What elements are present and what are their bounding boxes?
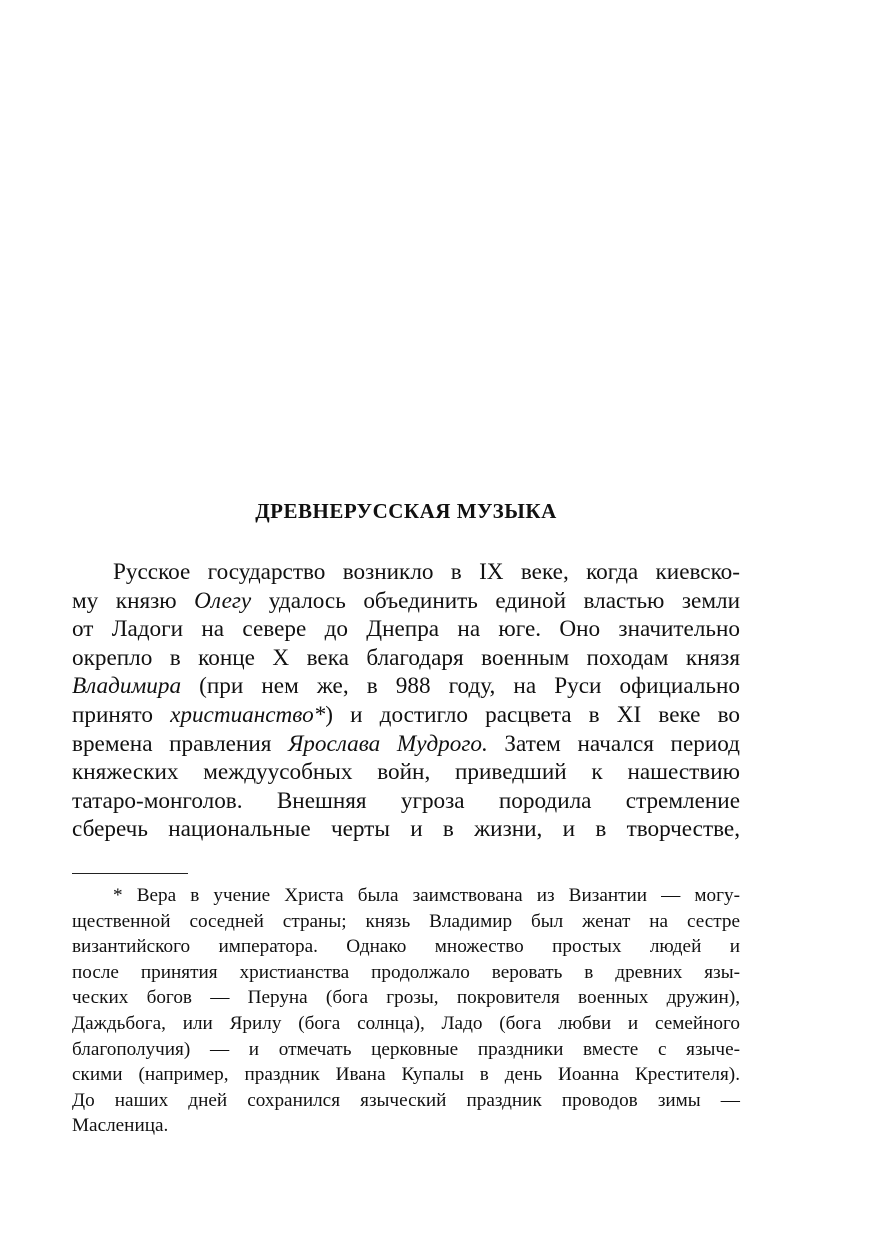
footnote [72,883,740,1139]
footnote-line: византийского императора. Однако множество простых людей и [72,936,740,958]
paragraph-line: татаро-монголов. Внешняя угроза породила стремление [72,787,740,814]
paragraph-line [72,672,740,701]
text-run: му князю [72,587,195,614]
footnote-line: Даждьбога, или Ярилу (бога солнца), Ладо (бога любви и семейного [72,1012,740,1034]
name-yaroslav: Ярослава Мудрого. [288,730,488,757]
paragraph-line: княжеских междуусобных войн, приведший к нашествию [72,759,740,786]
paragraph-line: Русское государство возникло в IX веке, когда киевско- [113,559,740,585]
footnote-line: * Вера в учение Христа была заимствована из Византии — могу- [113,885,740,906]
footnote-line: благополучия) — и отмечать церковные праздники вместе с языче- [72,1038,740,1060]
footnote-line: До наших дней сохранился языческий праздник проводов зимы — [72,1089,740,1111]
footnote-line: Масленица. [72,1115,169,1137]
name-vladimira: Владимира [72,673,182,700]
paragraph-line: сберечь национальные черты и в жизни, и в творчестве, [72,816,740,843]
text-run: времена правления [72,730,289,757]
paragraph-line [72,730,740,759]
text-run: удалось объединить единой властью земли [251,587,740,614]
main-paragraph [72,558,740,844]
paragraph-line: от Ладоги на севере до Днепра на юге. Оно значительно [72,616,740,643]
term-christianity: христианство* [170,701,326,728]
text-run: ) и достигло расцвета в XI веке во [325,701,740,728]
name-olegu: Олегу [194,587,252,614]
chapter-title: ДРЕВНЕРУССКАЯ МУЗЫКА [255,499,557,523]
text-run: принято [72,701,171,728]
paragraph-line [72,701,740,730]
footnote-line: ческих богов — Перуна (бога грозы, покровителя военных дружин), [72,987,740,1009]
text-run: (при нем же, в 988 году, на Руси официально [181,673,740,700]
paragraph-line: окрепло в конце X века благодаря военным походам князя [72,644,740,671]
footnote-line: скими (например, праздник Ивана Купалы в день Иоанна Крестителя). [72,1064,740,1086]
footnote-line: щественной соседней страны; князь Владимир был женат на сестре [72,910,740,932]
footnote-divider [72,873,188,874]
text-run: Затем начался период [487,730,740,757]
footnote-line: после принятия христианства продолжало веровать в древних язы- [72,961,740,983]
paragraph-line [72,587,740,616]
